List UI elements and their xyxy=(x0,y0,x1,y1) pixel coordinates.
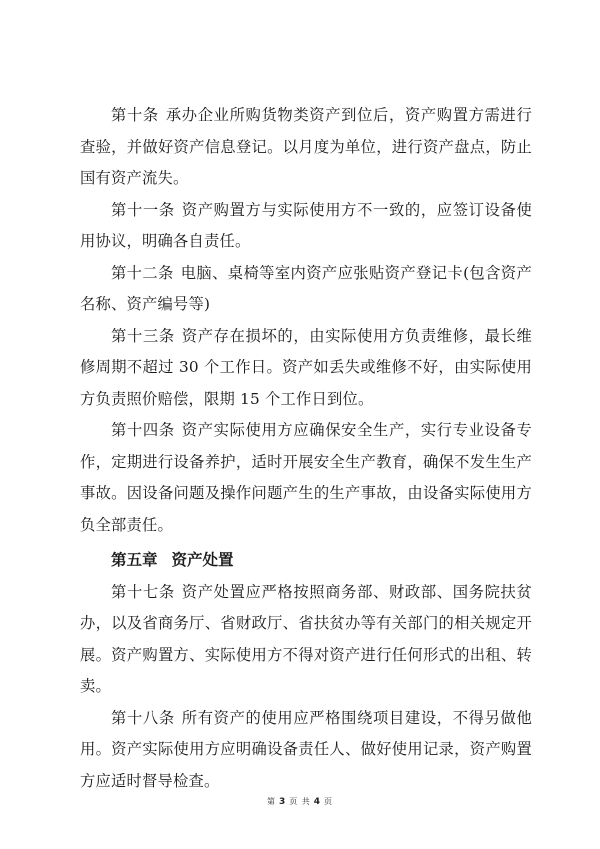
article-number: 第十条 xyxy=(111,106,159,124)
footer-suffix: 页 xyxy=(324,797,334,806)
article-text: 资产处置应严格按照商务部、财政部、国务院扶贫办，以及省商务厅、省财政厅、省扶贫办等有关部门的相关规定开展。资产购置方、实际使用方不得对资产进行任何形式的出租、转卖。 xyxy=(80,582,532,695)
footer-middle: 页 共 xyxy=(289,797,311,806)
chapter-title: 资产处置 xyxy=(171,551,234,569)
document-body xyxy=(80,100,532,797)
article-10 xyxy=(80,100,532,195)
article-text: 资产实际使用方应确保安全生产，实行专业设备专作，定期进行设备养护，适时开展安全生产教育，确保不发生生产事故。因设备问题及操作问题产生的生产事故，由设备实际使用方负全部责任。 xyxy=(80,421,532,534)
page-footer xyxy=(0,796,600,807)
article-17 xyxy=(80,577,532,703)
article-number: 第十一条 xyxy=(111,200,175,219)
article-number: 第十三条 xyxy=(111,326,175,345)
article-number: 第十四条 xyxy=(111,421,175,439)
article-12 xyxy=(80,258,532,321)
article-13 xyxy=(80,321,532,416)
footer-prefix: 第 xyxy=(266,797,276,806)
article-number: 第十七条 xyxy=(111,582,175,601)
article-text: 电脑、桌椅等室内资产应张贴资产登记卡(包含资产名称、资产编号等) xyxy=(80,263,532,313)
article-text: 承办企业所购货物类资产到位后，资产购置方需进行查验，并做好资产信息登记。以月度为单位，进行资产盘点，防止国有资产流失。 xyxy=(80,106,532,187)
current-page-number: 3 xyxy=(278,797,287,807)
article-14 xyxy=(80,415,532,541)
article-text: 资产存在损坏的，由实际使用方负责维修，最长维修周期不超过 30 个工作日。资产如丢失或维修不好，由实际使用方负责照价赔偿，限期 15 个工作日到位。 xyxy=(80,326,532,408)
total-pages-number: 4 xyxy=(313,797,322,807)
chapter-heading xyxy=(80,545,532,577)
article-text: 资产购置方与实际使用方不一致的，应签订设备使用协议，明确各自责任。 xyxy=(80,200,532,250)
chapter-number: 第五章 xyxy=(111,551,158,569)
article-number: 第十二条 xyxy=(111,263,174,282)
article-18 xyxy=(80,703,532,798)
article-number: 第十八条 xyxy=(111,708,175,727)
article-text: 所有资产的使用应严格围绕项目建设，不得另做他用。资产实际使用方应明确设备责任人、做好使用记录，资产购置方应适时督导检查。 xyxy=(80,708,532,790)
article-11 xyxy=(80,195,532,258)
